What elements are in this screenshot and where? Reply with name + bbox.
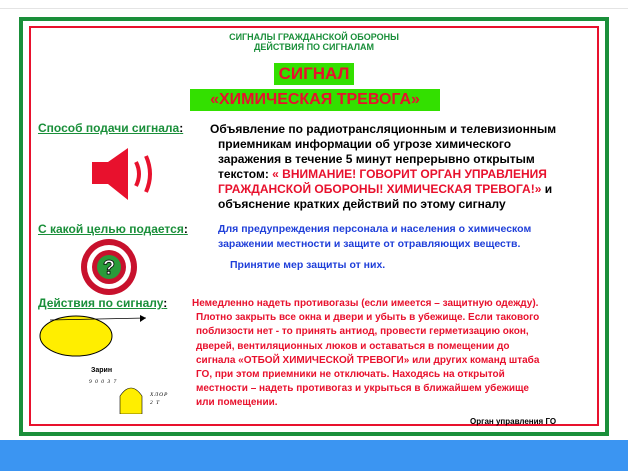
actions-line-3: поблизости нет - то принять антиод, провести герметизацию окон,: [196, 326, 529, 337]
zarin-label: Зарин: [91, 367, 113, 374]
actions-line-4: дверей, вентиляционных люков и оставаться в помещении до: [196, 341, 510, 352]
purpose-line-1: Для предупреждения персонала и населения о химическом: [218, 223, 532, 235]
method-line-5: [218, 182, 552, 197]
header-line-2: ДЕЙСТВИЯ ПО СИГНАЛАМ: [253, 42, 375, 52]
method-line-4-prefix: текстом:: [218, 167, 273, 181]
signal-name: «ХИМИЧЕСКАЯ ТРЕВОГА»: [190, 89, 440, 111]
loudspeaker-icon: [90, 148, 170, 200]
method-colon: :: [179, 121, 184, 135]
actions-line-7: местности – надеть противогаз и укрыться в ближайшем убежище: [196, 383, 529, 394]
actions-label: [38, 296, 167, 310]
loudspeaker-body: [92, 162, 108, 184]
header-line-1: СИГНАЛЫ ГРАЖДАНСКОЙ ОБОРОНЫ: [229, 32, 399, 42]
gas-cloud-illustration: [36, 314, 156, 414]
footer: Орган управления ГО: [470, 417, 557, 426]
actions-line-2: Плотно закрыть все окна и двери и убыть в убежище. Если такового: [196, 312, 540, 323]
method-line-2: приемникам информации об угрозе химического: [218, 137, 512, 151]
zarin-sub: 9 0 0 3 7: [89, 379, 118, 385]
actions-line-6: ГО, при этом приемники не отключать. Находясь на открытой: [196, 369, 505, 380]
purpose-line-3: Принятие мер защиты от них.: [230, 259, 386, 271]
actions-label-text: Действия по сигналу: [38, 296, 164, 310]
top-bar: [0, 0, 628, 9]
method-line-5-suffix: и: [541, 182, 553, 196]
wind-arrow: [140, 315, 146, 322]
method-line-3: заражения в течение 5 минут непрерывно открытым: [218, 152, 535, 166]
actions-line-8: или помещении.: [196, 397, 278, 408]
signal-word: СИГНАЛ: [274, 63, 354, 85]
actions-line-5: сигнала «ОТБОЙ ХИМИЧЕСКОЙ ТРЕВОГИ» или других команд штаба: [196, 355, 540, 366]
actions-colon: :: [163, 296, 168, 310]
chlor-sub: 2 Т: [150, 400, 161, 406]
chlor-label: ХЛОР: [150, 392, 169, 398]
method-line-6: объяснение кратких действий по этому сигналу: [218, 197, 506, 211]
actions-line-1: Немедленно надеть противогазы (если имеется – защитную одежду).: [192, 298, 539, 309]
method-line-4: [218, 167, 547, 182]
method-announcement-1: « ВНИМАНИЕ! ГОВОРИТ ОРГАН УПРАВЛЕНИЯ: [272, 167, 547, 181]
purpose-colon: :: [183, 222, 188, 236]
method-announcement-2: ГРАЖДАНСКОЙ ОБОРОНЫ! ХИМИЧЕСКАЯ ТРЕВОГА!»: [218, 182, 542, 196]
bottom-bar: [0, 440, 628, 471]
purpose-label-text: С какой целью подается: [38, 222, 184, 236]
sound-wave-2: [146, 156, 150, 192]
method-label-text: Способ подачи сигнала: [38, 121, 180, 135]
purpose-line-2: заражении местности и защите от отравляющих веществ.: [218, 238, 521, 250]
zarin-cloud: [40, 316, 112, 356]
method-label: [38, 121, 183, 135]
loudspeaker-cone: [108, 148, 128, 200]
question-sign-icon: [79, 237, 139, 297]
purpose-label: [38, 222, 188, 236]
sound-wave-1: [136, 162, 139, 186]
chlor-cloud: [120, 388, 142, 414]
method-line-1: Объявление по радиотрансляционным и телевизионным: [210, 122, 557, 136]
question-mark: ?: [102, 257, 116, 279]
